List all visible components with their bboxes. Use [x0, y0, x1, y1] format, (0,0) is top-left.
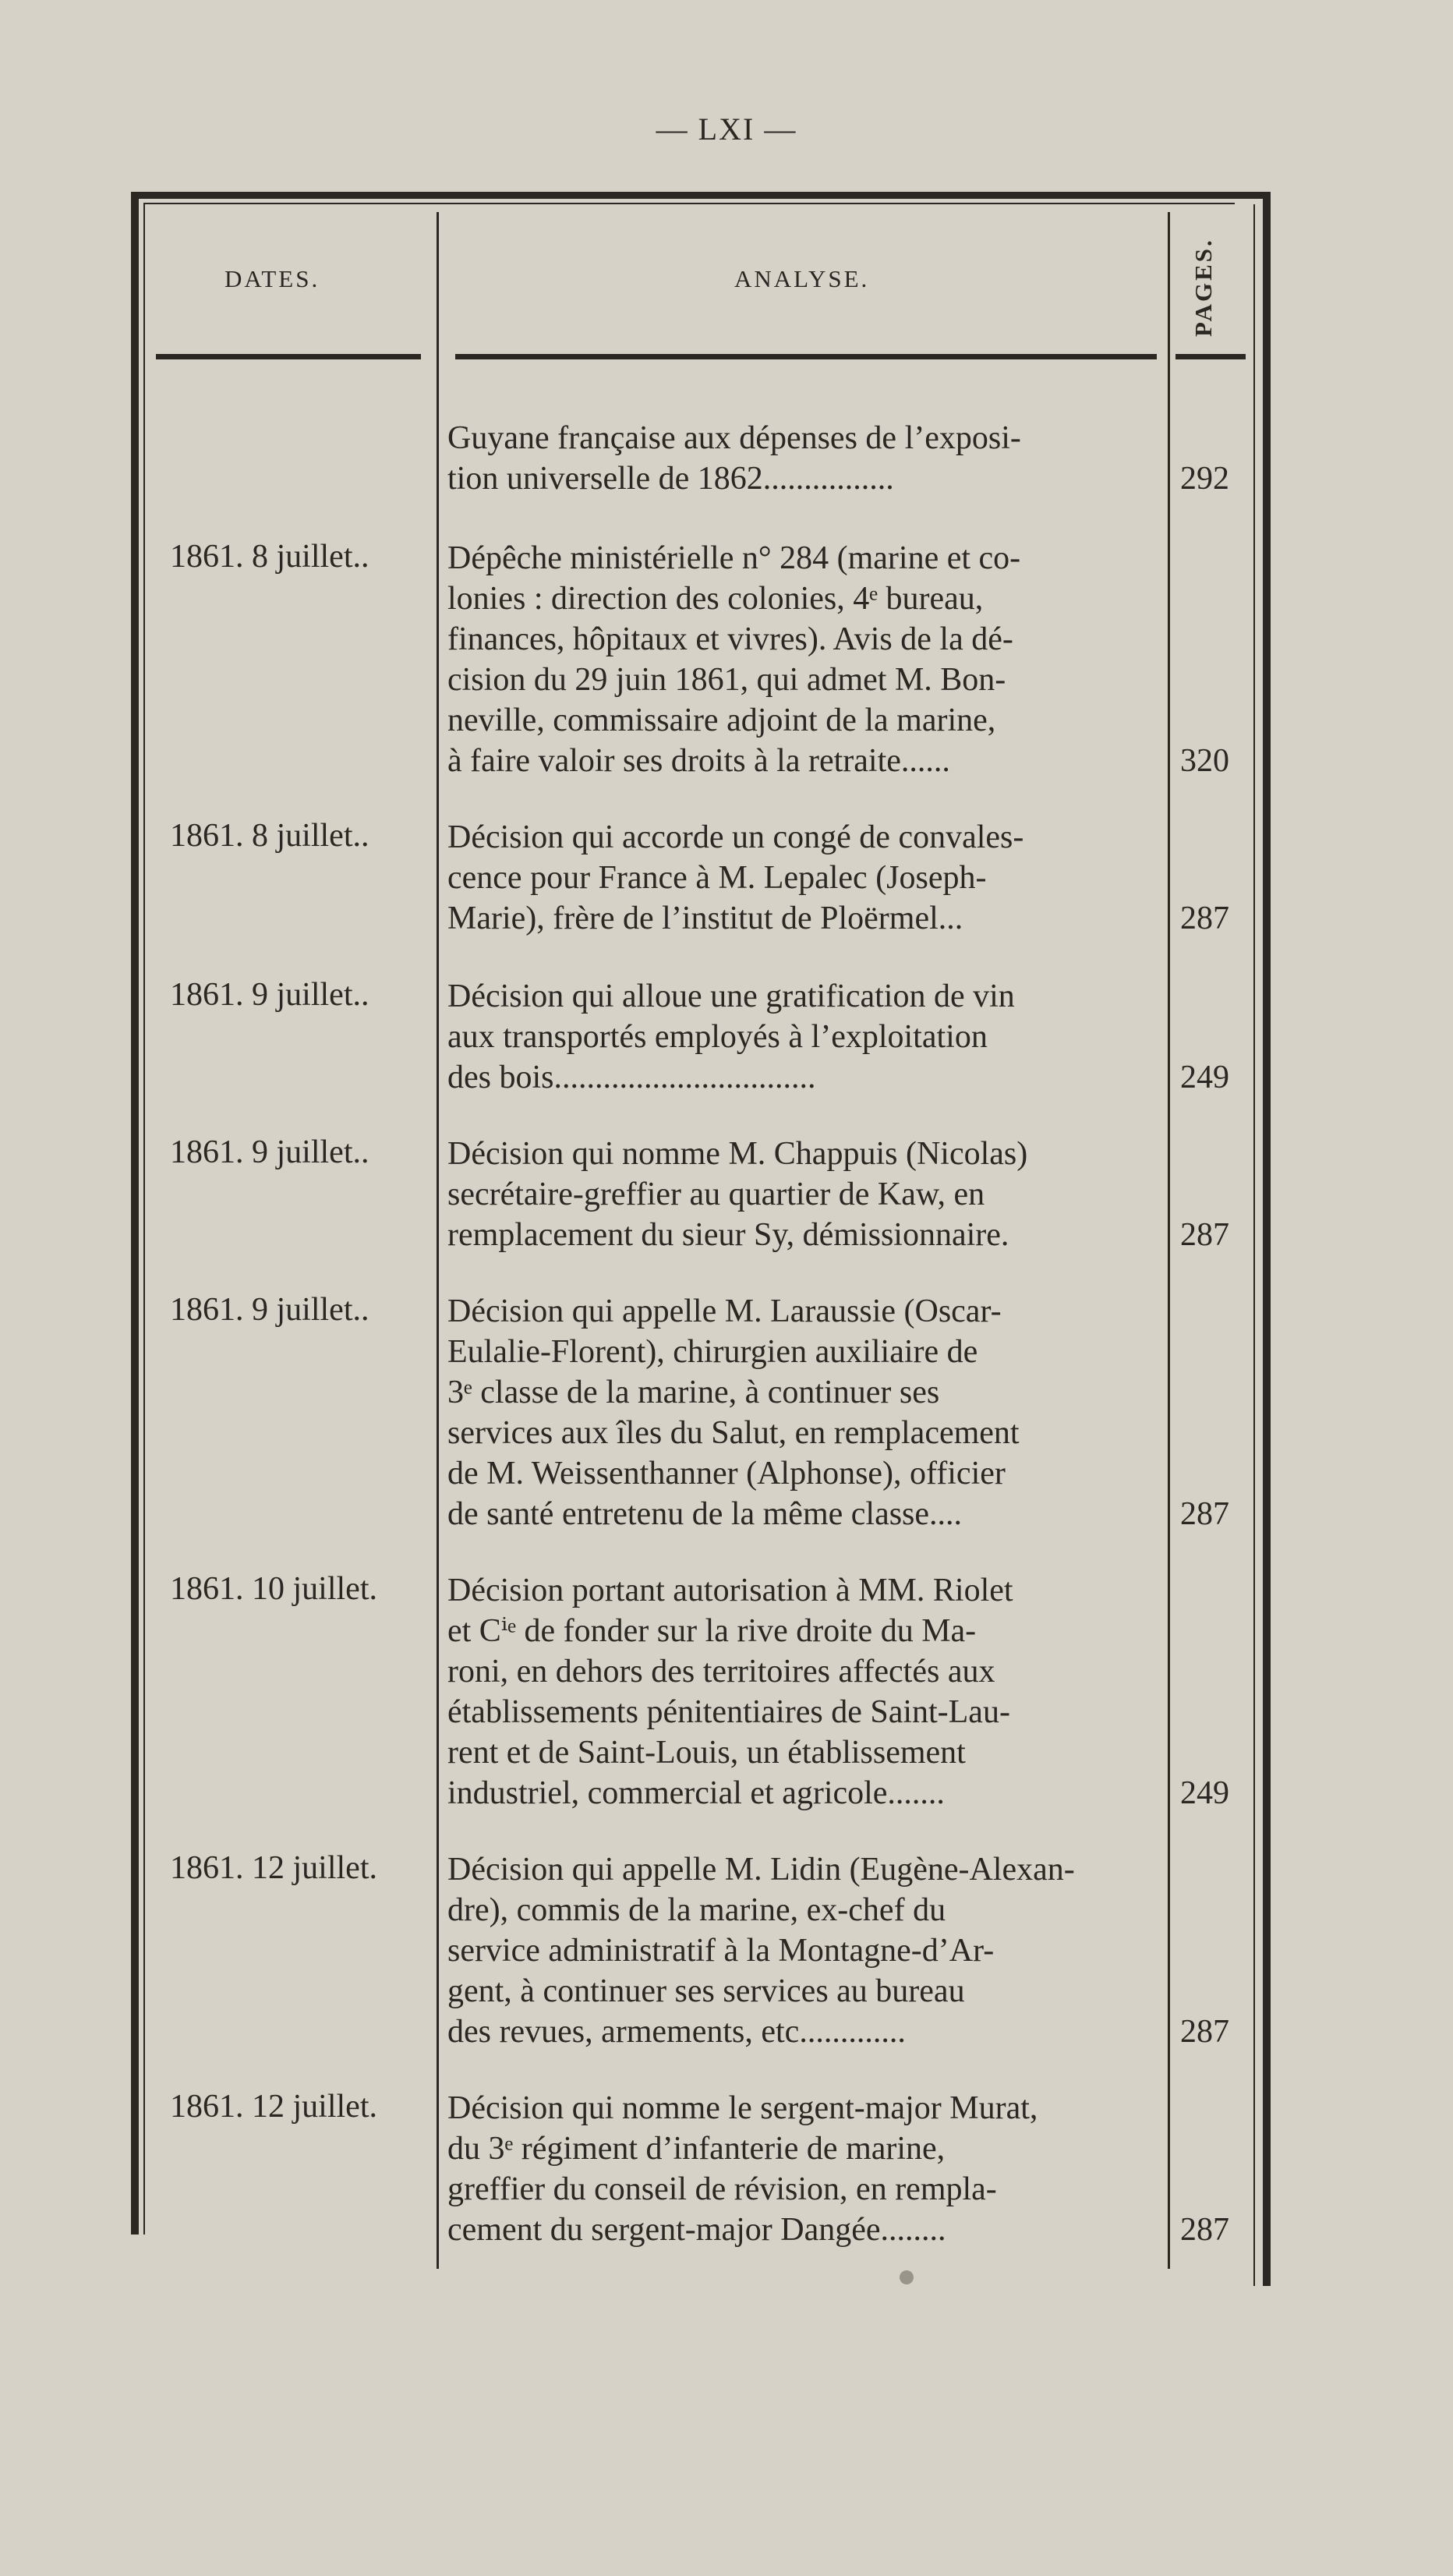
entry-date: 1861. 12 juillet.: [170, 2089, 377, 2125]
column-divider-pages: [1168, 212, 1170, 2269]
entry-page: 287: [1180, 1496, 1229, 1532]
entry-line: roni, en dehors des territoires affectés aux: [447, 1654, 995, 1690]
entry-line: des bois................................: [447, 1060, 816, 1095]
entry-line: dre), commis de la marine, ex-chef du: [447, 1892, 946, 1928]
entry-line: de santé entretenu de la même classe....: [447, 1496, 963, 1532]
header-underline-dates: [156, 354, 421, 359]
page-header: — LXI —: [656, 111, 797, 147]
column-header-dates: DATES.: [224, 265, 320, 292]
entry-line: service administratif à la Montagne-d’Ar-: [447, 1933, 995, 1969]
entry-date: 1861. 8 juillet..: [170, 539, 369, 575]
entry-analysis: [447, 817, 1165, 939]
entry-line: secrétaire-greffier au quartier de Kaw, en: [447, 1177, 985, 1212]
entry-line: Décision qui appelle M. Lidin (Eugène-Alexan-: [447, 1852, 1075, 1888]
entry-analysis: [447, 1849, 1165, 2052]
entry-line: services aux îles du Salut, en remplacement: [447, 1415, 1020, 1451]
entry-date: 1861. 12 juillet.: [170, 1850, 377, 1886]
entry-line: à faire valoir ses droits à la retraite......: [447, 743, 950, 779]
ink-dot: [900, 2270, 914, 2284]
entry-line: cement du sergent-major Dangée........: [447, 2212, 946, 2248]
entry-line: de M. Weissenthanner (Alphonse), officier: [447, 1456, 1006, 1491]
table-left-rule: [131, 192, 139, 2235]
entry-line: finances, hôpitaux et vivres). Avis de la dé-: [447, 621, 1013, 657]
entry-line: du 3ᵉ régiment d’infanterie de marine,: [447, 2131, 946, 2167]
entry-line: remplacement du sieur Sy, démissionnaire.: [447, 1217, 1009, 1253]
entry-page: 287: [1180, 2212, 1229, 2248]
table-left-rule-thin: [143, 204, 145, 2235]
entry-analysis: [447, 1134, 1165, 1255]
entry-analysis: [447, 1291, 1165, 1534]
table-top-rule: [131, 192, 1271, 199]
table-right-rule: [1263, 192, 1271, 2286]
entry-line: des revues, armements, etc.............: [447, 2014, 906, 2050]
entry-line: cence pour France à M. Lepalec (Joseph-: [447, 860, 987, 896]
entry-line: tion universelle de 1862................: [447, 461, 894, 497]
entry-line: établissements pénitentiaires de Saint-Lau-: [447, 1694, 1010, 1730]
entry-line: Dépêche ministérielle n° 284 (marine et co-: [447, 540, 1021, 576]
entry-line: industriel, commercial et agricole.......: [447, 1775, 945, 1811]
entry-analysis: [447, 538, 1165, 781]
entry-page: 249: [1180, 1060, 1229, 1095]
entry-line: rent et de Saint-Louis, un établissement: [447, 1735, 966, 1771]
entry-page: 287: [1180, 901, 1229, 936]
entry-line: gent, à continuer ses services au bureau: [447, 1973, 965, 2009]
entry-line: neville, commissaire adjoint de la marine,: [447, 702, 996, 738]
column-header-analyse: ANALYSE.: [734, 265, 870, 292]
entry-line: Décision qui alloue une gratification de vin: [447, 978, 1015, 1014]
entry-analysis: [447, 2088, 1165, 2250]
entry-line: Décision qui accorde un congé de convales-: [447, 819, 1024, 855]
entry-line: 3ᵉ classe de la marine, à continuer ses: [447, 1375, 940, 1410]
entry-analysis: [447, 976, 1165, 1098]
entry-date: 1861. 8 juillet..: [170, 818, 369, 854]
table-top-rule-thin: [143, 203, 1235, 204]
entry-line: greffier du conseil de révision, en rempla-: [447, 2171, 997, 2207]
entry-date: 1861. 10 juillet.: [170, 1571, 377, 1607]
entry-line: et Cⁱᵉ de fonder sur la rive droite du Ma-: [447, 1613, 977, 1649]
entry-page: 287: [1180, 2014, 1229, 2050]
entry-page: 287: [1180, 1217, 1229, 1253]
column-divider-dates: [437, 212, 439, 2269]
entry-line: cision du 29 juin 1861, qui admet M. Bon-: [447, 662, 1006, 698]
entry-analysis: [447, 1570, 1165, 1813]
entry-page: 292: [1180, 461, 1229, 497]
entry-line: Décision portant autorisation à MM. Riolet: [447, 1573, 1013, 1608]
header-underline-pages: [1175, 354, 1246, 359]
entry-date: 1861. 9 juillet..: [170, 1134, 369, 1170]
column-header-pages: PAGES.: [1190, 238, 1217, 337]
entry-line: Décision qui nomme M. Chappuis (Nicolas): [447, 1136, 1028, 1172]
entry-line: Eulalie-Florent), chirurgien auxiliaire de: [447, 1334, 978, 1370]
entry-line: Décision qui nomme le sergent-major Murat,: [447, 2090, 1038, 2126]
entry-line: lonies : direction des colonies, 4ᵉ bureau,: [447, 581, 984, 617]
entry-line: aux transportés employés à l’exploitation: [447, 1019, 988, 1055]
entry-date: 1861. 9 juillet..: [170, 977, 369, 1013]
entry-date: 1861. 9 juillet..: [170, 1292, 369, 1328]
entry-page: 249: [1180, 1775, 1229, 1811]
table-right-rule-thin: [1253, 204, 1255, 2286]
entry-page: 320: [1180, 743, 1229, 779]
entry-line: Décision qui appelle M. Laraussie (Oscar-: [447, 1293, 1002, 1329]
entry-line: Marie), frère de l’institut de Ploërmel...: [447, 901, 963, 936]
header-underline-analyse: [455, 354, 1157, 359]
entry-line: Guyane française aux dépenses de l’exposi-: [447, 420, 1021, 456]
entry-analysis: [447, 418, 1165, 499]
